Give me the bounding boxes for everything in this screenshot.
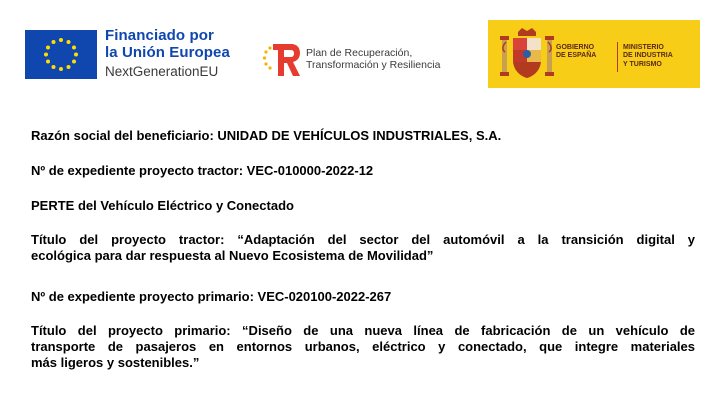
titulo-tractor-line1: Título del proyecto tractor: “Adaptación del sector del automóvil a la transición digital y: [31, 232, 695, 247]
prtr-logo-text: [306, 47, 440, 72]
titulo-primario-text: [31, 323, 695, 371]
beneficiario-text: Razón social del beneficiario: UNIDAD DE VEHÍCULOS INDUSTRIALES, S.A.: [31, 128, 502, 143]
spain-coat-of-arms-icon: [496, 26, 558, 82]
titulo-primario-line1: Título del proyecto primario: “Diseño de una nueva línea de fabricación de un vehículo de: [31, 323, 695, 338]
prtr-logo-line1: Plan de Recuperación,: [306, 46, 413, 59]
logo-bar: [0, 0, 720, 100]
eu-logo-text: [105, 28, 230, 79]
expediente-primario-text: Nº de expediente proyecto primario: VEC-020100-2022-267: [31, 289, 392, 304]
ministerio-text: [623, 44, 673, 69]
titulo-tractor-line2: ecológica para dar respuesta al Nuevo Ecosistema de Movilidad”: [31, 248, 434, 263]
ministerio-line3: Y TURISMO: [623, 60, 662, 68]
prtr-logo: [262, 40, 440, 78]
eu-logo-line3: NextGenerationEU: [105, 63, 219, 79]
perte-text: PERTE del Vehículo Eléctrico y Conectado: [31, 198, 294, 213]
eu-flag-icon: [25, 30, 97, 79]
ministerio-line1: MINISTERIO: [623, 44, 664, 51]
prtr-logo-line2: Transformación y Resiliencia: [306, 59, 441, 71]
gobierno-divider: [617, 42, 618, 72]
gobierno-line2: DE ESPAÑA: [556, 52, 597, 60]
expediente-tractor-text: Nº de expediente proyecto tractor: VEC-010000-2022-12: [31, 163, 374, 178]
eu-logo-line2: la Unión Europea: [105, 43, 230, 61]
eu-logo-line1: Financiado por: [105, 27, 214, 44]
titulo-tractor-text: [31, 232, 695, 264]
gobierno-logo: [488, 20, 700, 88]
ministerio-line2: DE INDUSTRIA: [623, 52, 673, 60]
eu-logo: [25, 27, 230, 79]
gobierno-text: [556, 44, 596, 61]
gobierno-line1: GOBIERNO: [556, 44, 595, 51]
titulo-primario-line2: transporte de pasajeros en entornos urbanos, eléctrico y conectado, que integre materiales: [31, 339, 695, 354]
titulo-primario-line3: más ligeros y sostenibles.”: [31, 355, 200, 370]
prtr-mark-icon: [262, 40, 302, 78]
